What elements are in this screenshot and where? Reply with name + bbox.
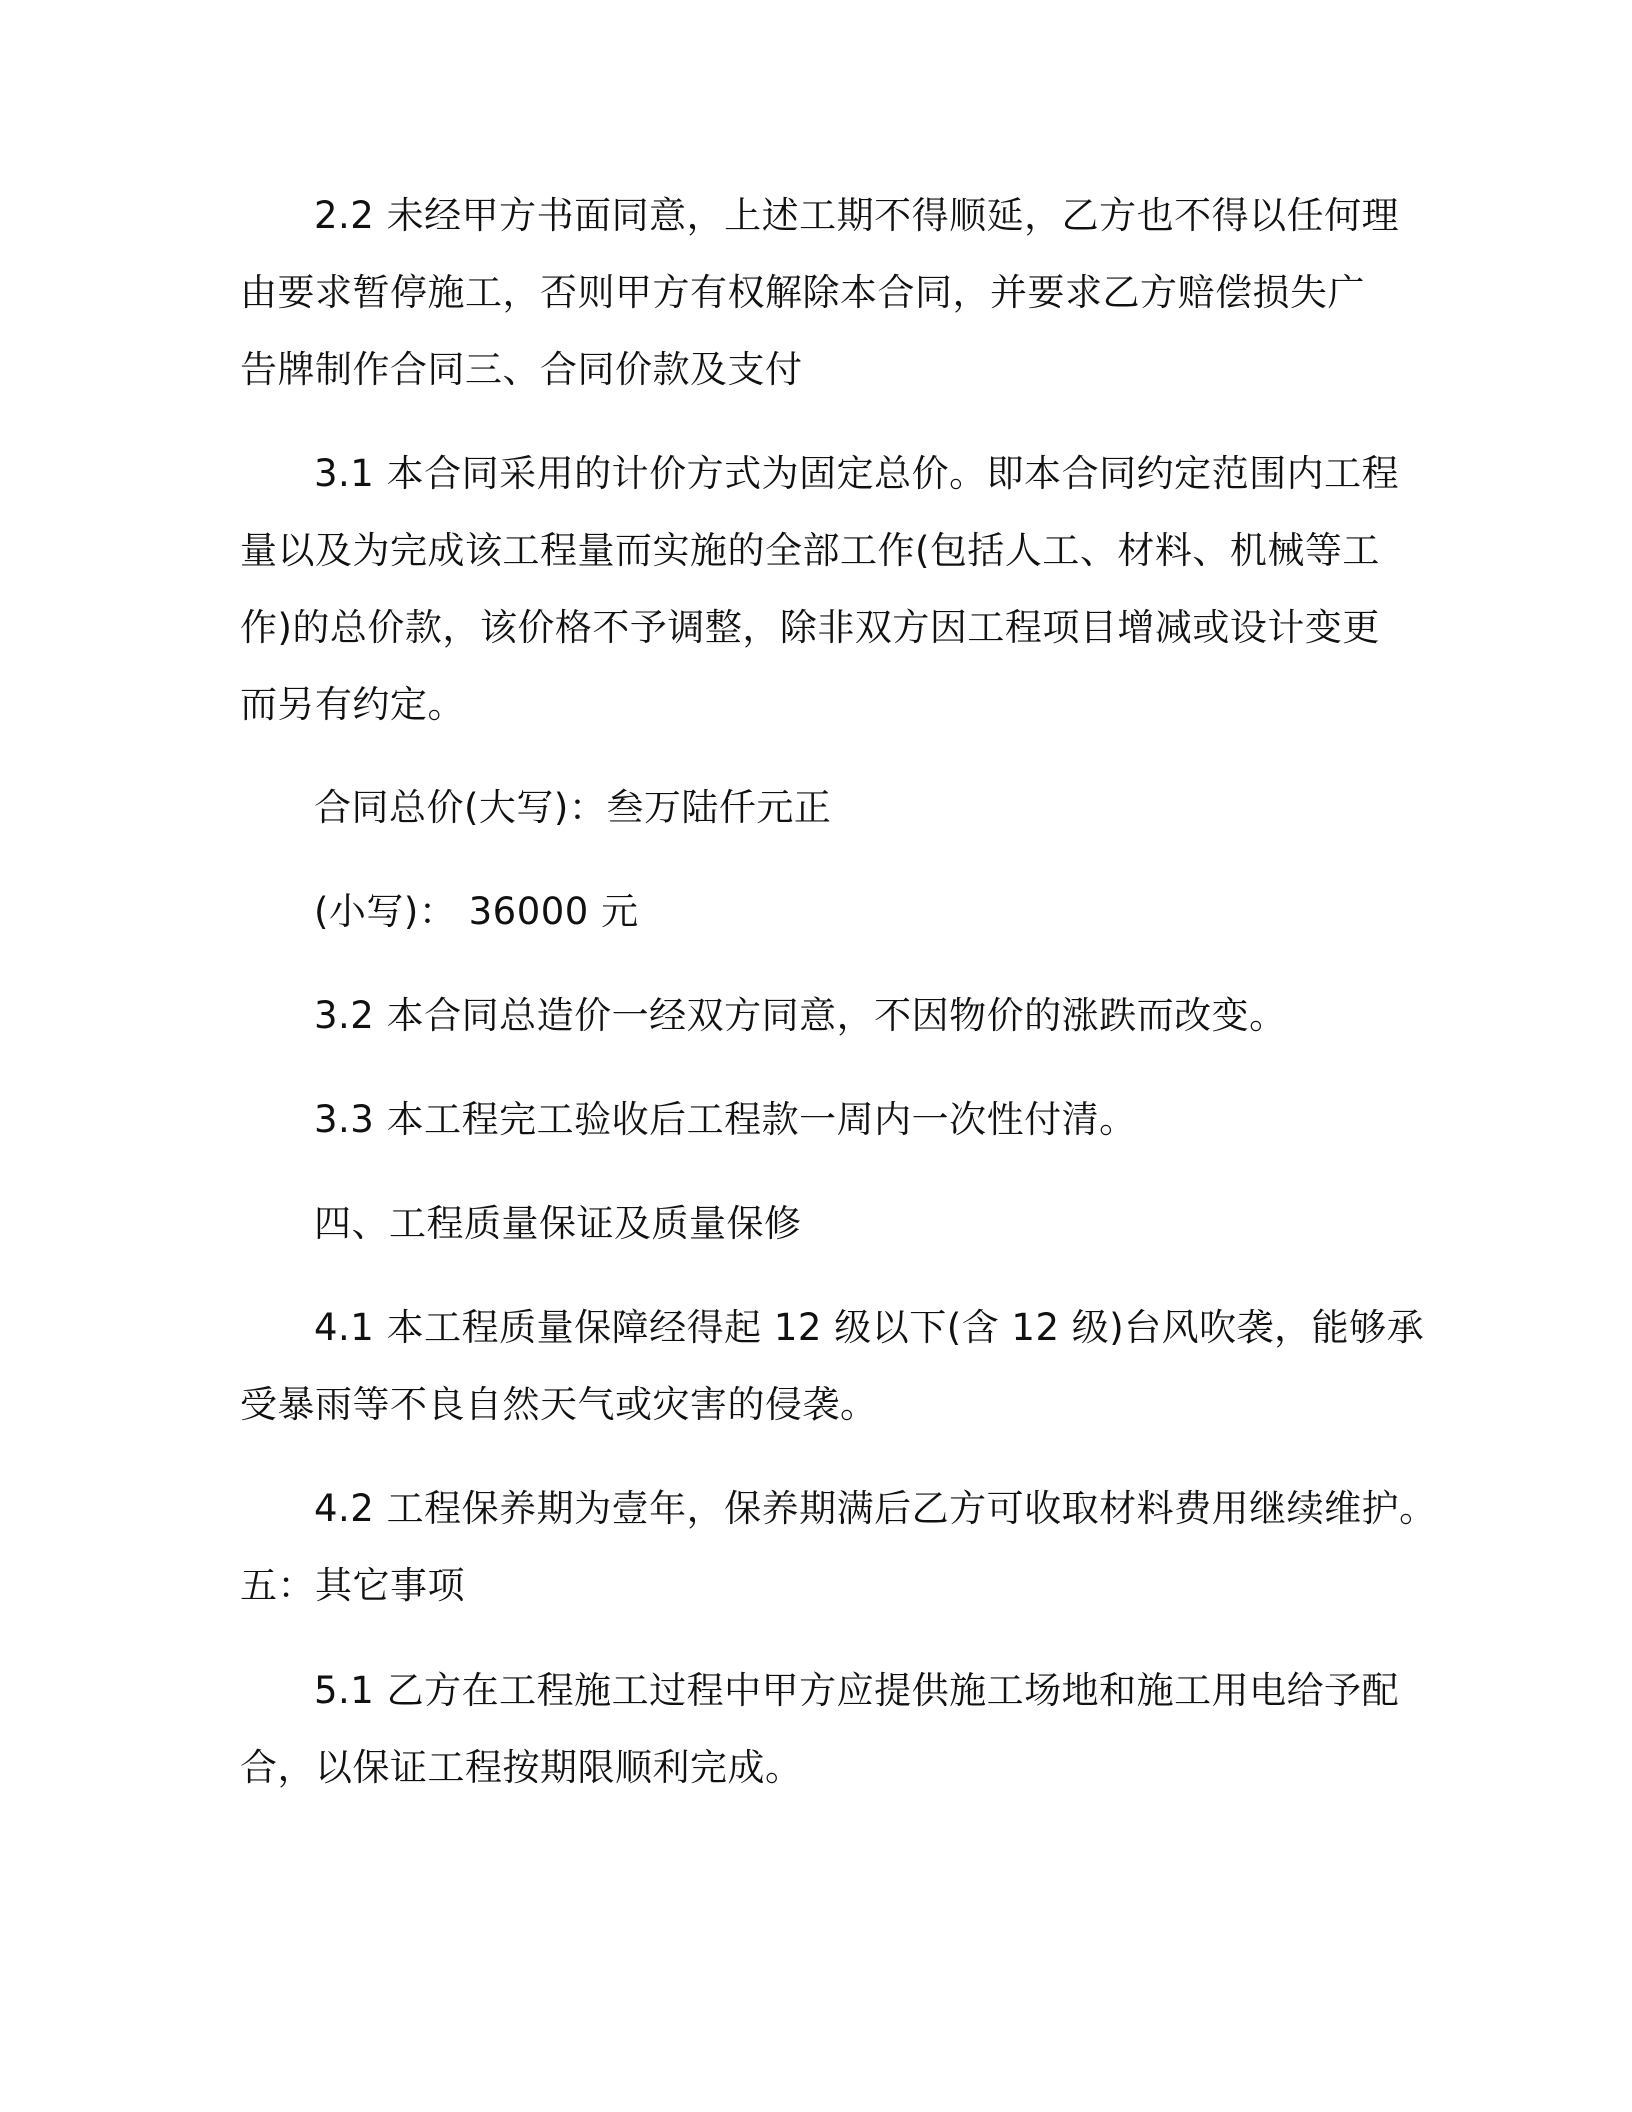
text-line: 量以及为完成该工程量而实施的全部工作(包括人工、材料、机械等工 (240, 529, 1380, 572)
text-line: 受暴雨等不良自然天气或灾害的侵袭。 (240, 1383, 878, 1426)
contract-total-numeric (240, 873, 1400, 950)
text-line: 3.2 本合同总造价一经双方同意，不因物价的涨跌而改变。 (314, 994, 1287, 1037)
paragraph-3-3 (240, 1081, 1400, 1158)
paragraph-4-1 (240, 1289, 1425, 1443)
text-line: 合同总价(大写)：叁万陆仟元正 (314, 786, 832, 829)
paragraph-5-1 (240, 1652, 1400, 1806)
section-heading-4 (240, 1185, 1400, 1262)
contract-total-uppercase (240, 769, 1400, 846)
text-line: 四、工程质量保证及质量保修 (314, 1202, 802, 1245)
text-line: 而另有约定。 (240, 683, 465, 726)
text-line: 由要求暂停施工，否则甲方有权解除本合同，并要求乙方赔偿损失广 (240, 271, 1365, 314)
paragraph-2-2 (240, 177, 1400, 408)
paragraph-3-2 (240, 977, 1400, 1054)
text-line: (小写)： 36000 元 (314, 890, 639, 933)
paragraph-3-1 (240, 435, 1400, 743)
text-line: 4.1 本工程质量保障经得起 12 级以下(含 12 级)台风吹袭，能够承 (314, 1306, 1425, 1349)
text-line: 2.2 未经甲方书面同意，上述工期不得顺延，乙方也不得以任何理 (314, 194, 1400, 237)
text-line: 告牌制作合同三、合同价款及支付 (240, 348, 803, 391)
text-line: 5.1 乙方在工程施工过程中甲方应提供施工场地和施工用电给予配 (314, 1669, 1400, 1712)
text-line: 4.2 工程保养期为壹年，保养期满后乙方可收取材料费用继续维护。 (314, 1487, 1437, 1530)
text-line: 合，以保证工程按期限顺利完成。 (240, 1746, 803, 1789)
text-line: 3.1 本合同采用的计价方式为固定总价。即本合同约定范围内工程 (314, 452, 1400, 495)
section-heading-5: 五：其它事项 (240, 1564, 465, 1607)
paragraph-4-2 (240, 1470, 1437, 1624)
text-line: 3.3 本工程完工验收后工程款一周内一次性付清。 (314, 1098, 1137, 1141)
text-line: 作)的总价款，该价格不予调整，除非双方因工程项目增减或设计变更 (240, 606, 1380, 649)
